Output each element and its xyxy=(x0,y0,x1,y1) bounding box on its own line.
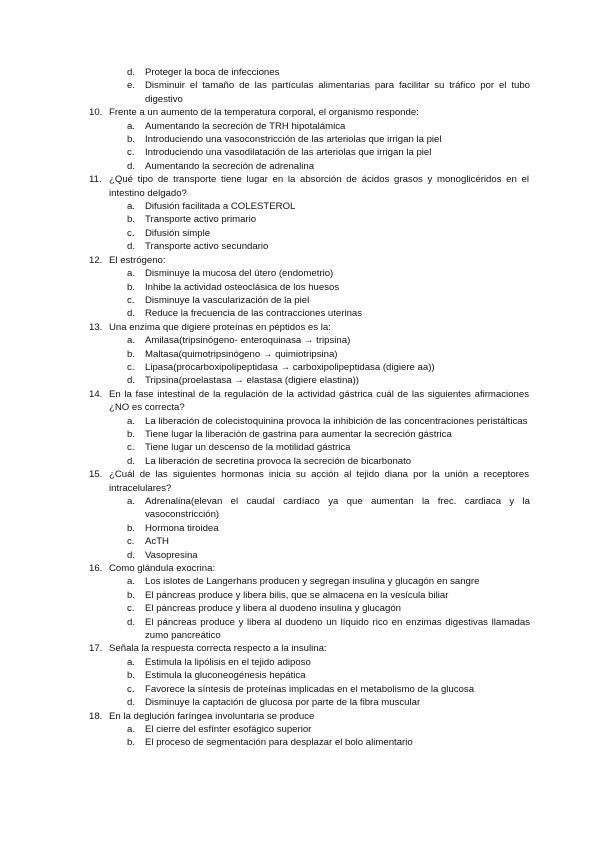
answer-option xyxy=(0,348,530,361)
option-letter: c. xyxy=(127,227,135,239)
question-text: En la fase intestinal de la regulación de la actividad gástrica cuál de las siguientes afirmaciones ¿NO es correcta? xyxy=(109,388,529,414)
answer-option xyxy=(0,200,530,213)
option-letter: b. xyxy=(127,348,136,360)
option-text: El páncreas produce y libera al duodeno un líquido rico en enzimas digestivas llamadas zumo pancreático xyxy=(145,616,530,642)
question-number: 12. xyxy=(89,254,103,266)
answer-option xyxy=(0,240,530,253)
option-text: Transporte activo secundario xyxy=(145,241,269,253)
answer-option xyxy=(0,455,530,468)
option-text: Los islotes de Langerhans producen y segregan insulina y glucagón en sangre xyxy=(145,576,480,588)
option-text: Vasopresina xyxy=(145,549,198,561)
question-number: 14. xyxy=(89,388,103,400)
option-letter: c. xyxy=(127,683,135,695)
question-text: Señala la respuesta correcta respecto a la insulina: xyxy=(109,643,327,655)
option-text: La liberación de secretina provoca la secreción de bicarbonato xyxy=(145,455,412,467)
option-letter: c. xyxy=(127,294,135,306)
question-number: 10. xyxy=(89,107,103,119)
option-letter: d. xyxy=(127,549,136,561)
answer-option xyxy=(0,669,530,682)
answer-option xyxy=(0,522,530,535)
option-letter: a. xyxy=(127,723,136,735)
option-text: Difusión simple xyxy=(145,227,211,239)
option-letter: c. xyxy=(127,603,135,615)
option-text: Estimula la gluconeogénesis hepática xyxy=(145,670,306,682)
question xyxy=(0,710,529,723)
answer-option xyxy=(0,736,530,749)
answer-option xyxy=(0,656,530,669)
option-letter: d. xyxy=(127,616,136,628)
option-text: Estimula la lipólisis en el tejido adiposo xyxy=(145,656,311,668)
question xyxy=(0,468,529,495)
question xyxy=(0,321,529,334)
answer-option xyxy=(0,495,530,522)
option-letter: b. xyxy=(127,522,136,534)
answer-option xyxy=(0,723,530,736)
option-letter: d. xyxy=(127,160,136,172)
option-letter: d. xyxy=(127,375,136,387)
answer-option xyxy=(0,361,530,374)
option-text: Tiene lugar un descenso de la motilidad gástrica xyxy=(145,442,351,454)
option-letter: b. xyxy=(127,281,136,293)
answer-option xyxy=(0,66,530,79)
question-number: 17. xyxy=(89,643,103,655)
option-letter: d. xyxy=(127,308,136,320)
question-number: 13. xyxy=(89,321,103,333)
option-text: Tiene lugar la liberación de gastrina para aumentar la secreción gástrica xyxy=(145,428,452,440)
option-text: Transporte activo primario xyxy=(145,214,257,226)
option-text: Aumentando la secreción de adrenalina xyxy=(145,160,315,172)
question-number: 11. xyxy=(89,174,102,186)
option-letter: d. xyxy=(127,67,136,78)
question-text: Como glándula exocrina: xyxy=(109,563,216,575)
option-text: El proceso de segmentación para desplazar el bolo alimentario xyxy=(145,737,413,749)
option-text: Introduciendo una vasoconstricción de las arteriolas que irrigan la piel xyxy=(145,134,442,146)
option-letter: a. xyxy=(127,656,136,668)
answer-option xyxy=(0,160,530,173)
answer-option xyxy=(0,602,530,615)
option-letter: b. xyxy=(127,589,136,601)
question-text: ¿Qué tipo de transporte tiene lugar en la absorción de ácidos grasos y monoglicéridos en el intestino delgado? xyxy=(109,174,529,199)
option-letter: a. xyxy=(127,268,136,280)
question xyxy=(0,106,529,119)
question-text: Una enzima que digiere proteínas en péptidos es la: xyxy=(109,321,331,333)
option-text: El páncreas produce y libera al duodeno insulina y glucagón xyxy=(145,603,402,615)
question-number: 16. xyxy=(89,563,103,575)
option-text: Reduce la frecuencia de las contracciones uterinas xyxy=(145,308,363,320)
answer-option xyxy=(0,374,530,387)
question xyxy=(0,642,529,655)
option-letter: a. xyxy=(127,576,136,588)
answer-option xyxy=(0,575,530,588)
answer-option xyxy=(0,281,530,294)
question-number: 15. xyxy=(89,469,103,481)
answer-option xyxy=(0,227,530,240)
option-letter: b. xyxy=(127,214,136,226)
option-letter: d. xyxy=(127,241,136,253)
question-text: El estrógeno: xyxy=(109,254,166,266)
answer-option xyxy=(0,535,530,548)
option-text: Inhibe la actividad osteoclásica de los huesos xyxy=(145,281,340,293)
option-text: Favorece la síntesis de proteínas implicadas en el metabolismo de la glucosa xyxy=(145,683,475,695)
option-text: Adrenalina(elevan el caudal cardíaco ya que aumentan la frec. cardiaca y la vasoconstricción) xyxy=(145,496,530,521)
answer-option xyxy=(0,415,530,428)
question-text: Frente a un aumento de la temperatura corporal, el organismo responde: xyxy=(109,107,419,119)
answer-option xyxy=(0,79,530,106)
option-text: Tripsina(proelastasa → elastasa (digiere elastina)) xyxy=(145,375,359,387)
option-text: Lipasa(procarboxipolipeptidasa → carboxipolipeptidasa (digiere aa)) xyxy=(145,361,435,373)
answer-option xyxy=(0,428,530,441)
option-letter: a. xyxy=(127,335,136,347)
option-letter: a. xyxy=(127,496,136,507)
document-page xyxy=(0,66,600,750)
option-text: Disminuye la captación de glucosa por parte de la fibra muscular xyxy=(145,697,421,709)
option-letter: c. xyxy=(127,442,135,454)
option-letter: b. xyxy=(127,737,136,749)
option-text: El cierre del esfínter esofágico superior xyxy=(145,723,312,735)
option-letter: c. xyxy=(127,147,135,159)
option-text: AcTH xyxy=(145,536,169,548)
answer-option xyxy=(0,267,530,280)
answer-option xyxy=(0,294,530,307)
option-text: Proteger la boca de infecciones xyxy=(145,67,280,78)
option-letter: a. xyxy=(127,120,136,132)
answer-option xyxy=(0,307,530,320)
option-letter: c. xyxy=(127,361,135,373)
option-text: La liberación de colecistoquinina provoca la inhibición de las concentraciones peristálticas xyxy=(145,415,528,427)
option-letter: a. xyxy=(127,201,136,213)
option-letter: b. xyxy=(127,134,136,146)
answer-option xyxy=(0,549,530,562)
question xyxy=(0,388,529,415)
question-text: ¿Cuál de las siguientes hormonas inicia su acción al tejido diana por la unión a receptores intracelulares? xyxy=(109,469,529,494)
answer-option xyxy=(0,133,530,146)
answer-option xyxy=(0,213,530,226)
option-letter: d. xyxy=(127,697,136,709)
option-letter: b. xyxy=(127,428,136,440)
question xyxy=(0,173,529,200)
option-letter: e. xyxy=(127,80,136,92)
option-text: Maltasa(quimotripsinógeno → quimiotripsina) xyxy=(145,348,338,360)
answer-option xyxy=(0,589,530,602)
option-text: Amilasa(tripsinógeno- enteroquinasa → tripsina) xyxy=(145,335,351,347)
question-number: 18. xyxy=(89,710,103,722)
option-text: Disminuye la mucosa del útero (endometrio) xyxy=(145,268,334,280)
option-text: Introduciendo una vasodilatación de las arteriolas que irrigan la piel xyxy=(145,147,432,159)
answer-option xyxy=(0,146,530,159)
option-text: Hormona tiroidea xyxy=(145,522,219,534)
option-text: Aumentando la secreción de TRH hipotalámica xyxy=(145,120,346,132)
option-text: Disminuir el tamaño de las partículas alimentarias para facilitar su tráfico por el tubo digestivo xyxy=(145,80,530,105)
answer-option xyxy=(0,696,530,709)
question xyxy=(0,562,529,575)
option-letter: d. xyxy=(127,455,136,467)
answer-option xyxy=(0,616,530,643)
option-text: Disminuye la vascularización de la piel xyxy=(145,294,310,306)
answer-option xyxy=(0,441,530,454)
option-letter: a. xyxy=(127,415,136,427)
option-letter: b. xyxy=(127,670,136,682)
question xyxy=(0,254,529,267)
option-letter: c. xyxy=(127,536,135,548)
answer-option xyxy=(0,683,530,696)
answer-option xyxy=(0,120,530,133)
question-text: En la deglución faríngea involuntaria se produce xyxy=(109,710,315,722)
option-text: Difusión facilitada a COLESTEROL xyxy=(145,201,296,213)
answer-option xyxy=(0,334,530,347)
option-text: El páncreas produce y libera bilis, que se almacena en la vesícula biliar xyxy=(145,589,449,601)
